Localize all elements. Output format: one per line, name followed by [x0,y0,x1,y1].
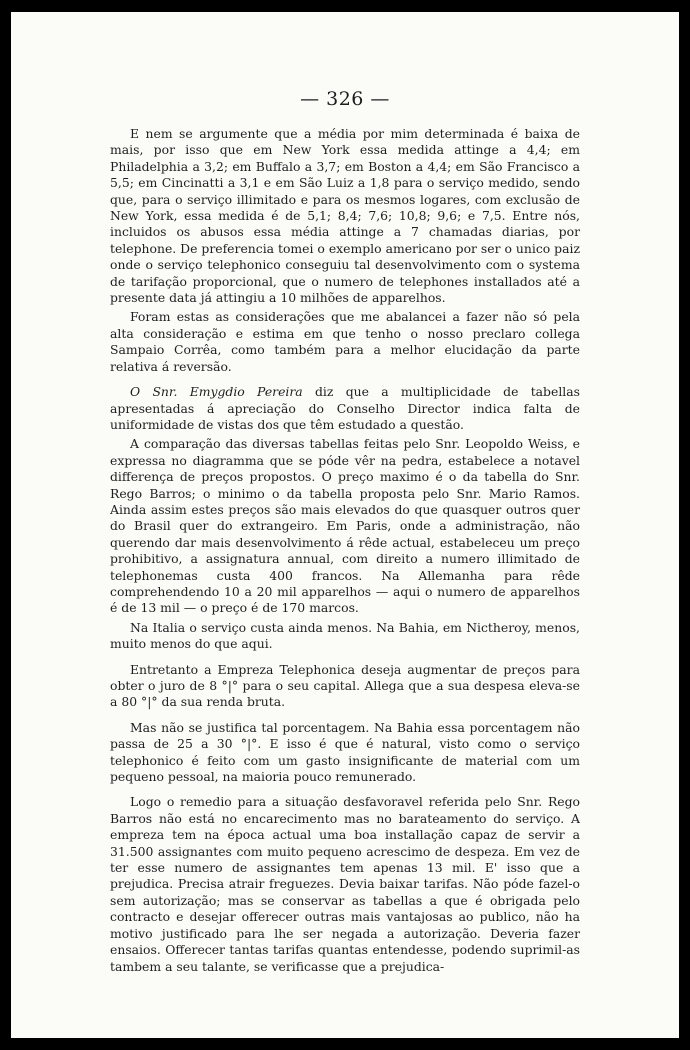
paragraph-3-text: diz que a multiplicidade de tabellas apresentadas á apreciação do Conselho Director indica falta de uniformidade de vistas dos que têm estudado a questão. [110,384,580,432]
body-text [110,126,580,975]
speaker-name: O Snr. Emygdio Pereira [130,384,303,400]
paragraph-6: Entretanto a Empreza Telephonica deseja augmentar de preços para obter o juro de 8 °|° para o seu capital. Allega que a sua despesa eleva-se a 80 °|° da sua renda bruta. [110,661,580,710]
paragraph-2: Foram estas as considerações que me abalancei a fazer não só pela alta consideração e estima em que tenho o nosso preclaro collega Sampaio Corrêa, como também para a melhor elucidação da parte relativa á reversão. [110,309,580,374]
paragraph-8: Logo o remedio para a situação desfavoravel referida pelo Snr. Rego Barros não está no encarecimento mas no barateamento do serviço. A empreza tem na época actual uma boa installação capaz de servir a 31.500 assignantes com muito pequeno acrescimo de despeza. Em vez de ter esse numero de assignantes tem apenas 13 mil. E' isso que a prejudica. Precisa atrair freguezes. Devia baixar tarifas. Não póde fazel-o sem autorização; mas se conservar as tabellas a que é obrigada pelo contracto e desejar offerecer outras mais vantajosas ao publico, não ha motivo justificado para lhe ser negada a autorização. Deveria fazer ensaios. Offerecer tantas tarifas quantas entendesse, podendo suprimil-as tambem a seu talante, se verificasse que a prejudica- [110,794,580,974]
document-page [11,12,679,1038]
paragraph-5: Na Italia o serviço custa ainda menos. Na Bahia, em Nictheroy, menos, muito menos do que aqui. [110,619,580,652]
paragraph-4: A comparação das diversas tabellas feitas pelo Snr. Leopoldo Weiss, e expressa no diagramma que se póde vêr na pedra, estabelece a notavel differença de preços propostos. O preço maximo é o da tabella do Snr. Rego Barros; o minimo o da tabella proposta pelo Snr. Mario Ramos. Ainda assim estes preços são mais elevados do que quasquer outros quer do Brasil quer do extrangeiro. Em Paris, onde a administração, não querendo dar mais desenvolvimento á rêde actual, estabeleceu um preço prohibitivo, a assignatura annual, com direito a numero illimitado de telephonemas custa 400 francos. Na Allemanha para rêde comprehendendo 10 a 20 mil apparelhos — aqui o numero de apparelhos é de 13 mil — o preço é de 170 marcos. [110,436,580,616]
paragraph-3 [110,384,580,433]
paragraph-1: E nem se argumente que a média por mim determinada é baixa de mais, por isso que em New York essa medida attinge a 4,4; em Philadelphia a 3,2; em Buffalo a 3,7; em Boston a 4,4; em São Francisco a 5,5; em Cincinatti a 3,1 e em São Luiz a 1,8 para o serviço medido, sendo que, para o serviço illimitado e para os mesmos logares, com exclusão de New York, essa medida é de 5,1; 8,4; 7,6; 10,8; 9,6; e 7,5. Entre nós, incluidos os abusos essa média attinge a 7 chamadas diarias, por telephone. De preferencia tomei o exemplo americano por ser o unico paiz onde o serviço telephonico conseguiu tal desenvolvimento com o systema de tarifação proporcional, que o numero de telephones installados até a presente data já attingiu a 10 milhões de apparelhos. [110,126,580,306]
page-number: — 326 — [300,88,390,110]
paragraph-7: Mas não se justifica tal porcentagem. Na Bahia essa porcentagem não passa de 25 a 30 °|°. E isso é que é natural, visto como o serviço telephonico é feito com um gasto insignificante de material com um pequeno pessoal, na maioria pouco remunerado. [110,719,580,785]
